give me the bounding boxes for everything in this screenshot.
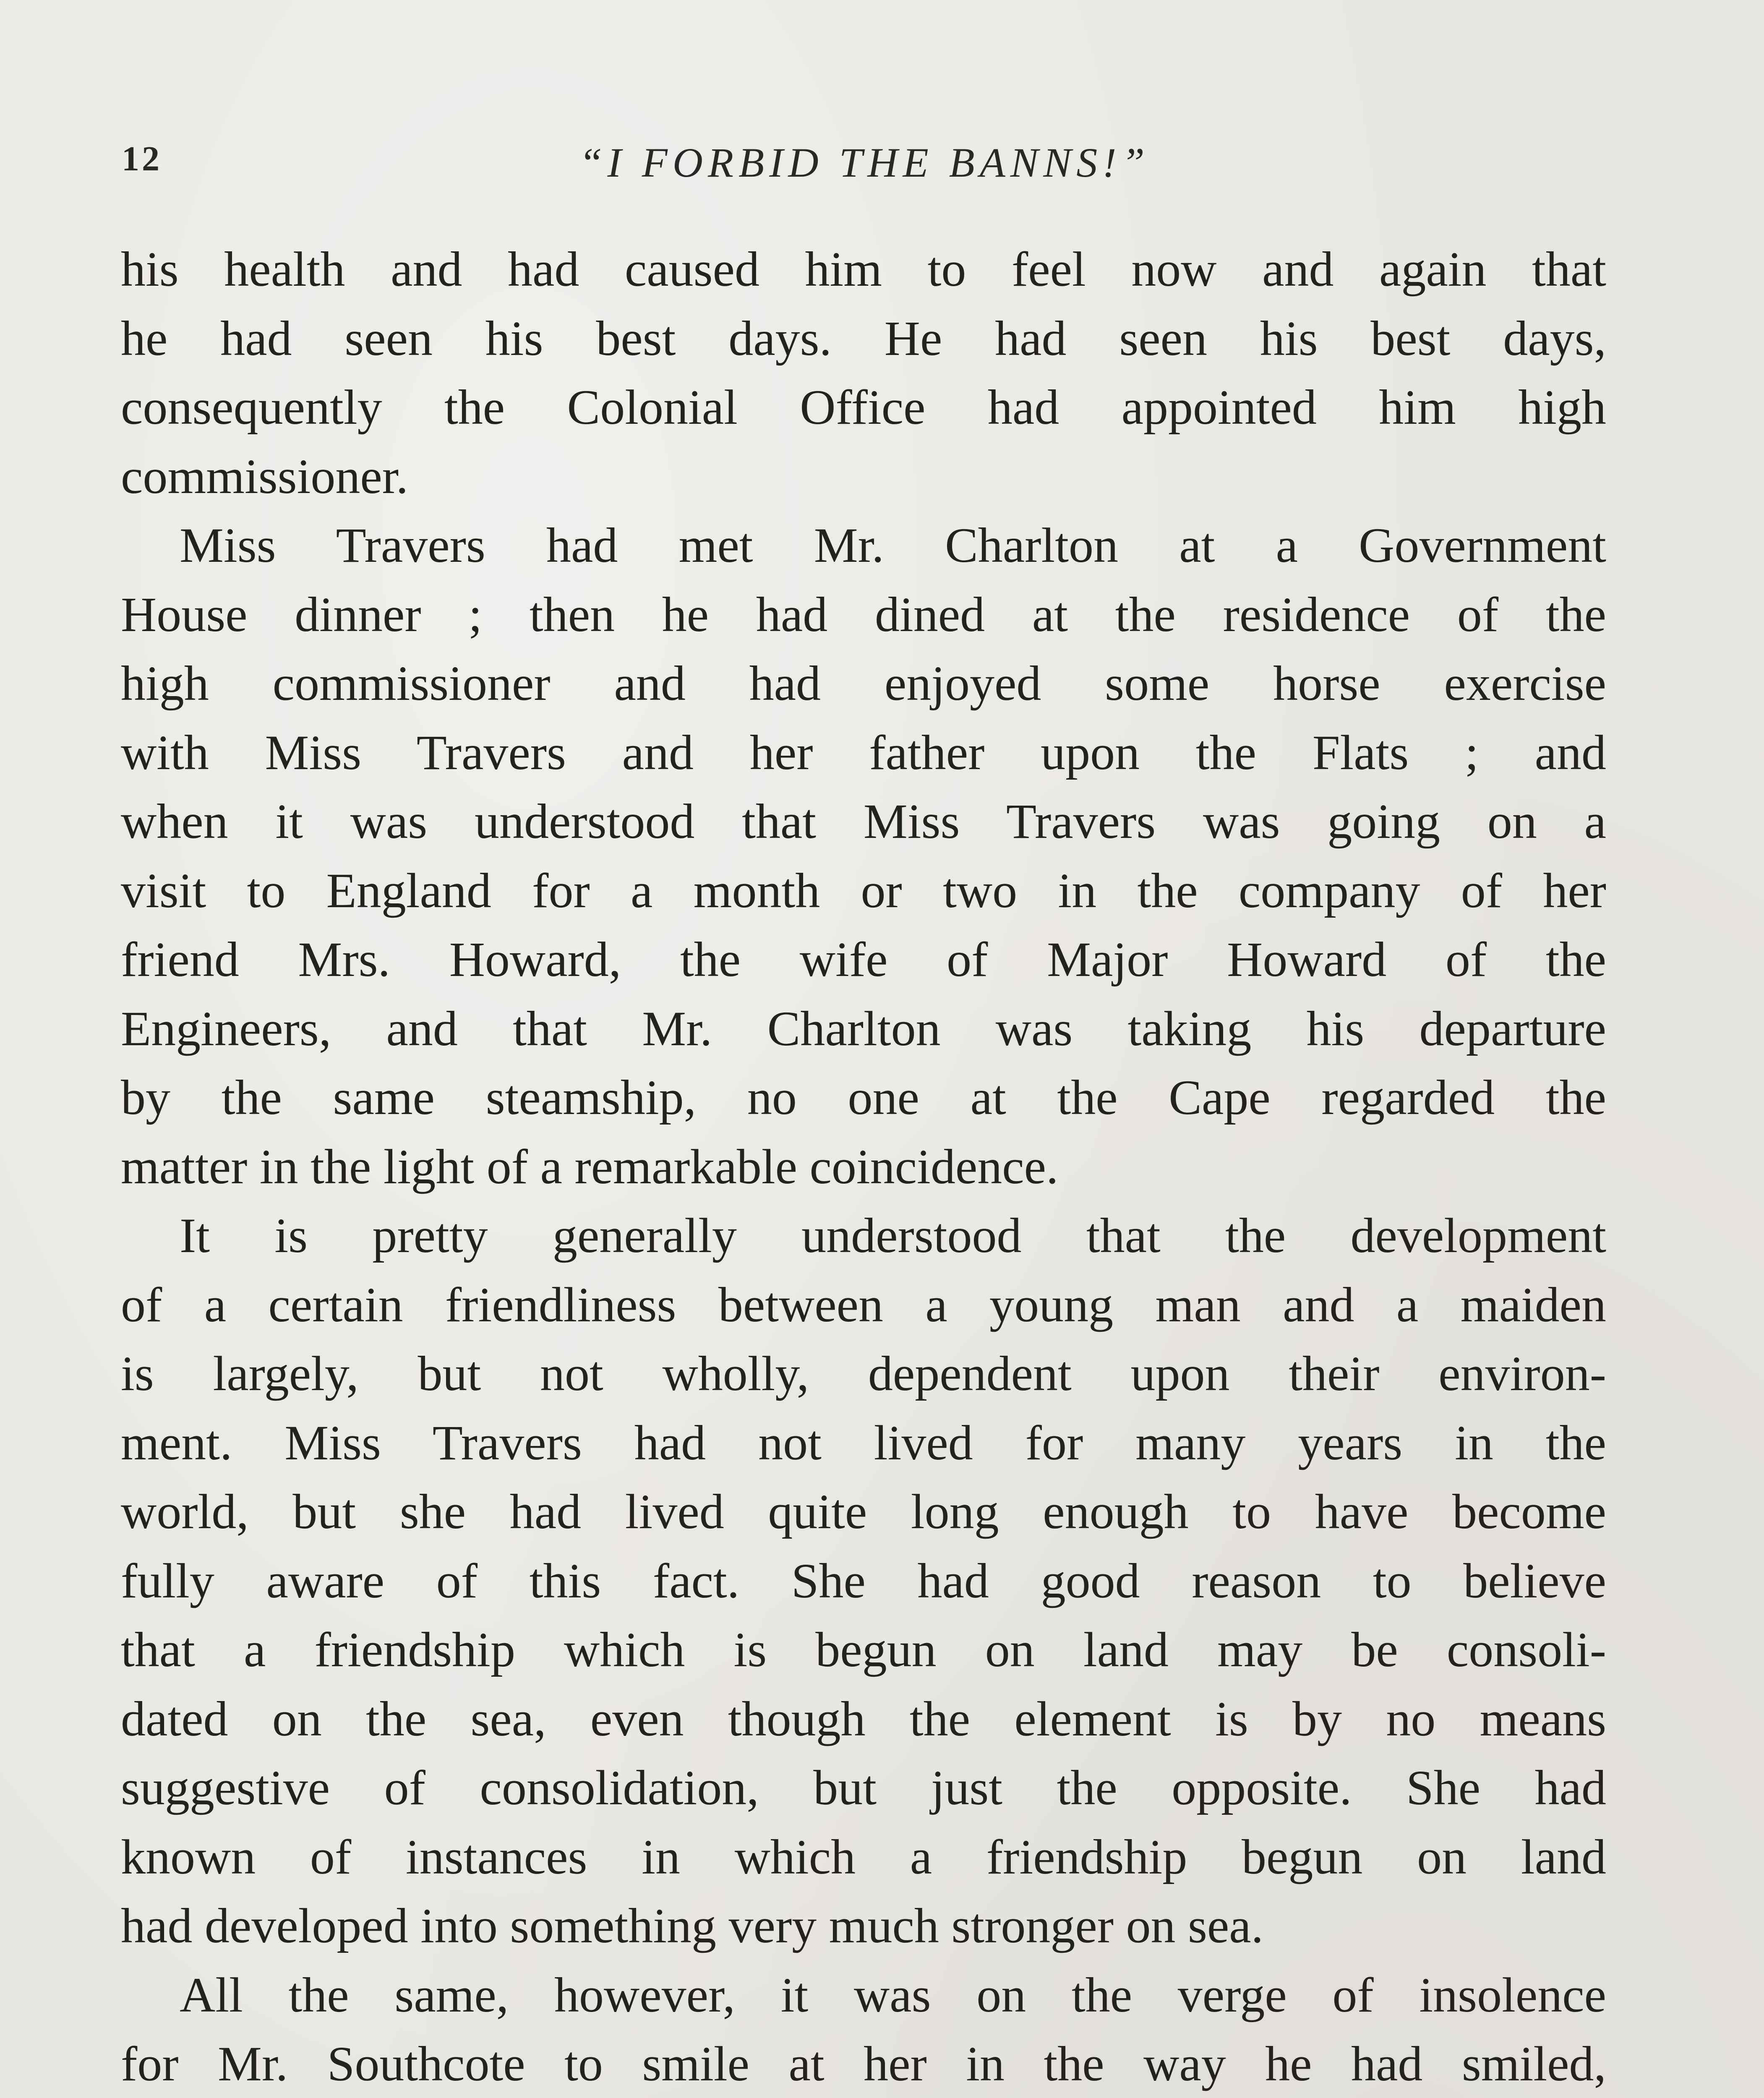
text-line: Miss Travers had met Mr. Charlton at a Government — [180, 518, 1606, 573]
text-line: had developed into something very much stronger on sea. — [121, 1898, 1264, 1953]
running-title: “I FORBID THE BANNS!” — [579, 139, 1150, 186]
text-line: of a certain friendliness between a young man and a maiden — [121, 1277, 1606, 1332]
text-line: Engineers, and that Mr. Charlton was taking his departure — [121, 1001, 1606, 1056]
text-line: It is pretty generally understood that the development — [180, 1208, 1606, 1263]
text-line: his health and had caused him to feel now and again that — [121, 242, 1606, 297]
text-line: All the same, however, it was on the verge of insolence — [180, 1967, 1606, 2022]
text-line: known of instances in which a friendship begun on land — [121, 1829, 1606, 1884]
text-line: high commissioner and had enjoyed some horse exercise — [121, 656, 1606, 711]
text-line: when it was understood that Miss Travers was going on a — [121, 794, 1606, 849]
text-line: consequently the Colonial Office had appointed him high — [121, 380, 1606, 435]
text-line: is largely, but not wholly, dependent upon their environ- — [121, 1346, 1606, 1401]
text-line: ment. Miss Travers had not lived for many years in the — [121, 1415, 1606, 1470]
text-line: for Mr. Southcote to smile at her in the way he had smiled, — [121, 2036, 1606, 2091]
text-line: by the same steamship, no one at the Cape regarded the — [121, 1070, 1606, 1125]
text-line: friend Mrs. Howard, the wife of Major Howard of the — [121, 932, 1606, 987]
text-line: fully aware of this fact. She had good reason to believe — [121, 1553, 1606, 1608]
text-line: House dinner ; then he had dined at the residence of the — [121, 587, 1606, 642]
text-line: with Miss Travers and her father upon the Flats ; and — [121, 725, 1606, 780]
page-number: 12 — [122, 139, 162, 178]
page-header — [122, 138, 1607, 189]
text-line: visit to England for a month or two in the company of her — [121, 863, 1606, 918]
text-line: commissioner. — [121, 449, 409, 504]
text-line: world, but she had lived quite long enough to have become — [121, 1484, 1606, 1539]
text-line: that a friendship which is begun on land may be consoli- — [121, 1622, 1606, 1677]
body-text — [121, 235, 1606, 2098]
text-line: matter in the light of a remarkable coincidence. — [121, 1139, 1059, 1194]
text-line: dated on the sea, even though the element is by no means — [121, 1691, 1606, 1746]
text-line: he had seen his best days. He had seen his best days, — [121, 311, 1606, 366]
text-line: suggestive of consolidation, but just the opposite. She had — [121, 1760, 1606, 1815]
